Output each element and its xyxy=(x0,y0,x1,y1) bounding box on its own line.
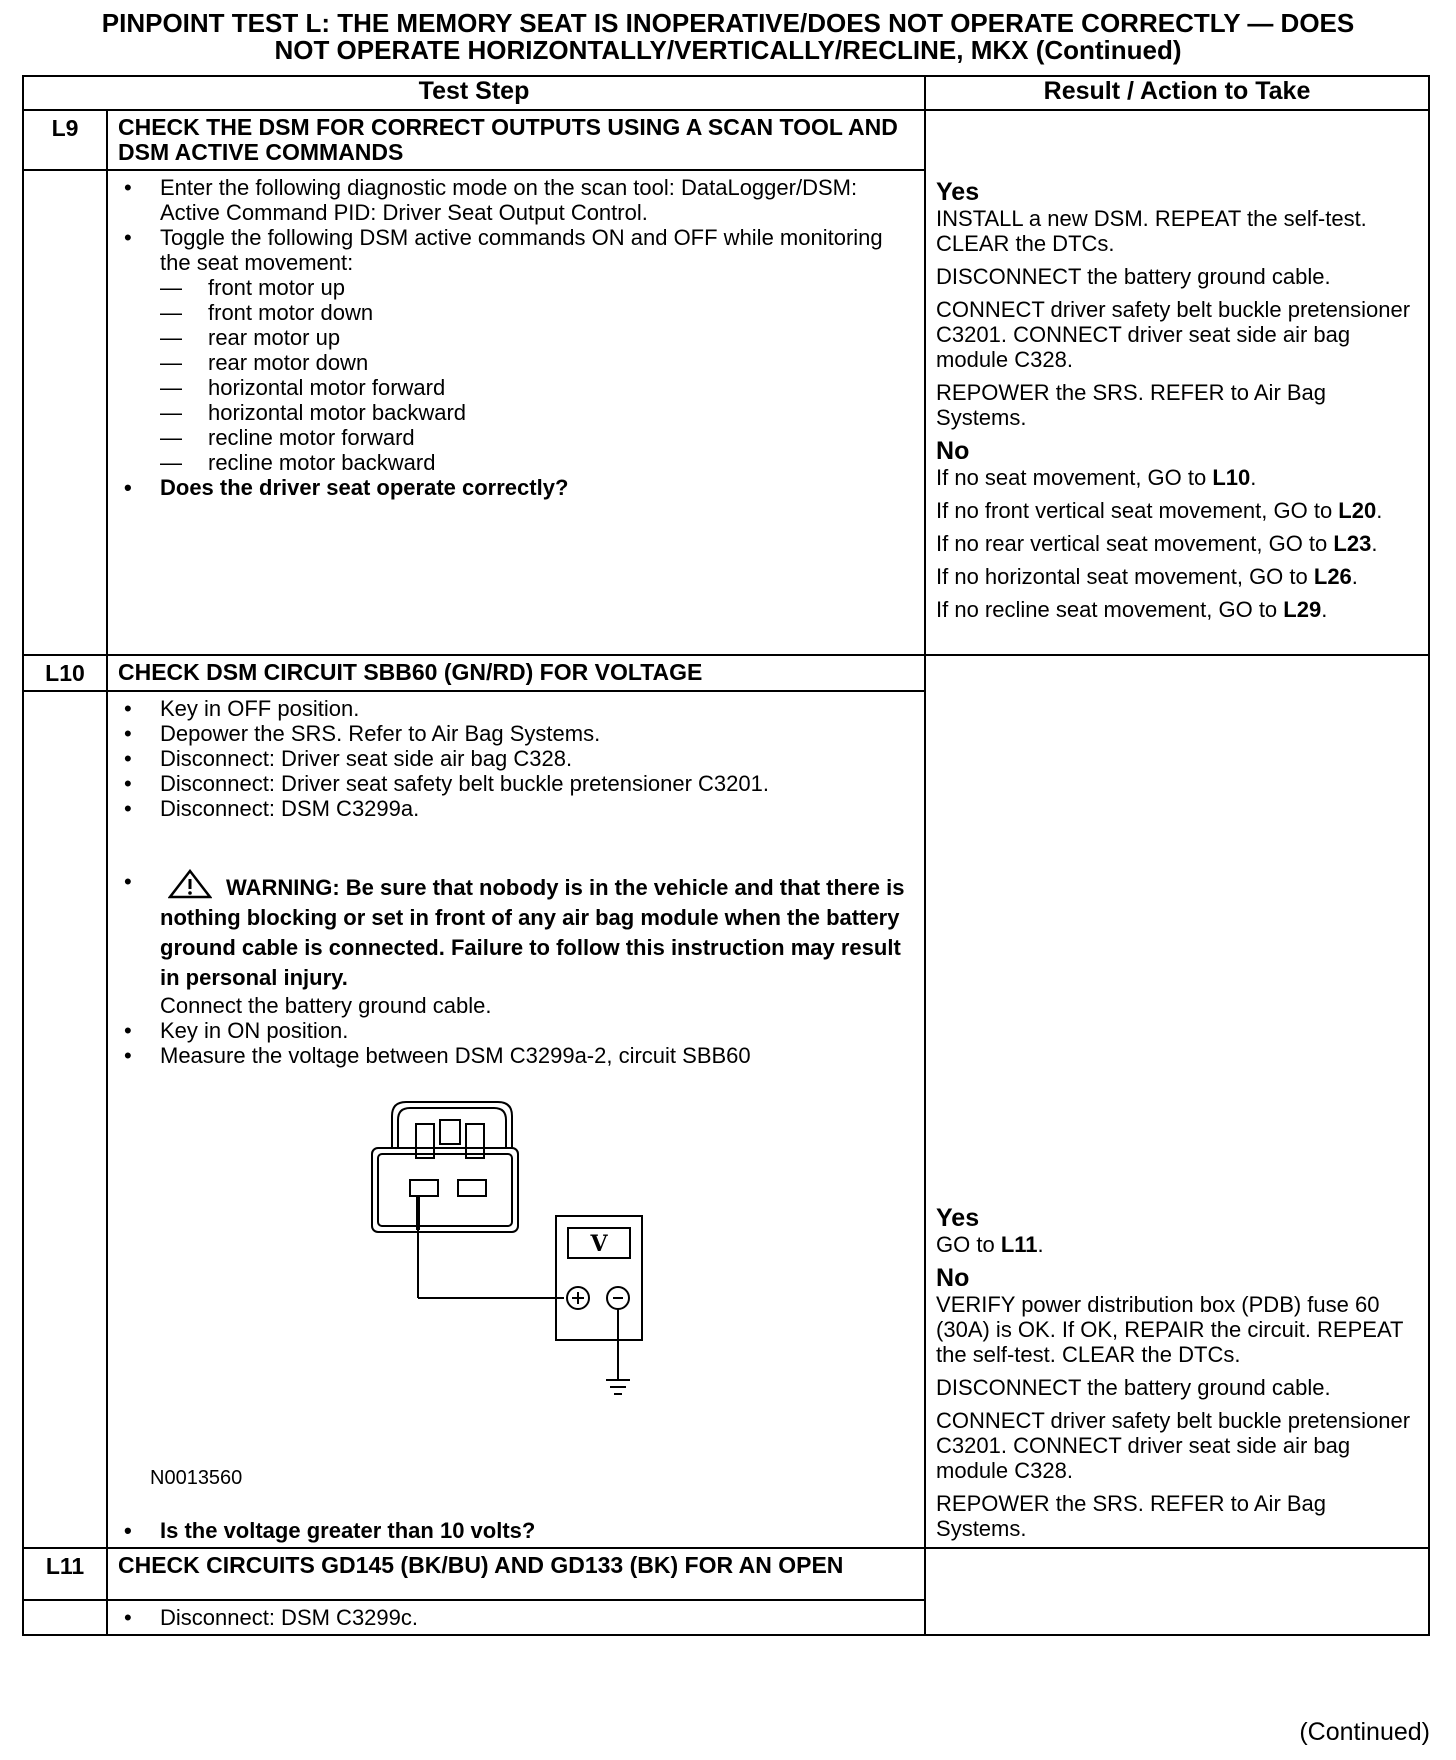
result-l9-yes-2: DISCONNECT the battery ground cable. xyxy=(936,264,1331,289)
step-l10-bullet-5: • Disconnect: DSM C3299a. xyxy=(118,796,914,821)
result-l10-yes-1: GO to L11. xyxy=(936,1232,1044,1257)
step-l10-bullet-3: • Disconnect: Driver seat side air bag C328. xyxy=(118,746,914,771)
step-l9-question: • Does the driver seat operate correctly? xyxy=(118,475,914,500)
result-l9-yes-4: REPOWER the SRS. REFER to Air Bag Systems. xyxy=(936,380,1327,430)
step-l10-body-spacer xyxy=(23,691,107,1548)
figure-id: N0013560 xyxy=(150,1467,243,1489)
title-line-2: NOT OPERATE HORIZONTALLY/VERTICALLY/RECLINE, MKX (Continued) xyxy=(274,35,1182,65)
pinpoint-test-table xyxy=(22,75,1430,1636)
step-l9-body-spacer xyxy=(23,170,107,655)
test-probe-icon xyxy=(418,1196,564,1298)
voltmeter-label: V xyxy=(590,1231,608,1257)
result-l9-no-3: If no rear vertical seat movement, GO to L23. xyxy=(936,531,1378,556)
result-l9 xyxy=(925,110,1429,655)
result-l10-no-2: DISCONNECT the battery ground cable. xyxy=(936,1375,1331,1400)
active-command-item: — recline motor forward xyxy=(160,425,914,450)
goto-link-l11[interactable]: L11 xyxy=(1000,1232,1038,1257)
step-title-l10: CHECK DSM CIRCUIT SBB60 (GN/RD) FOR VOLTAGE xyxy=(107,655,925,691)
step-title-l9: CHECK THE DSM FOR CORRECT OUTPUTS USING A SCAN TOOL AND DSM ACTIVE COMMANDS xyxy=(107,110,925,170)
active-command-item: — front motor up xyxy=(160,275,914,300)
goto-link-l20[interactable]: L20 xyxy=(1338,498,1377,523)
result-l10 xyxy=(925,655,1429,1548)
active-command-item: — recline motor backward xyxy=(160,450,914,475)
connector-voltmeter-figure xyxy=(238,1098,798,1428)
active-command-item: — front motor down xyxy=(160,300,914,325)
step-l9-body xyxy=(107,170,925,655)
step-l11-header-row xyxy=(23,1548,1429,1600)
goto-link-l29[interactable]: L29 xyxy=(1283,597,1322,622)
result-l10-no-4: REPOWER the SRS. REFER to Air Bag Systems. xyxy=(936,1491,1327,1541)
step-l10-bullet-2: • Depower the SRS. Refer to Air Bag Systems. xyxy=(118,721,914,746)
warning-after-text: Connect the battery ground cable. xyxy=(160,993,492,1018)
result-l10-no-label: No xyxy=(936,1264,970,1292)
connector-c3299a-icon xyxy=(372,1102,518,1232)
step-l11-body-spacer xyxy=(23,1600,107,1635)
step-id-l9: L9 xyxy=(23,110,107,170)
result-l9-yes-label: Yes xyxy=(936,178,980,206)
result-l10-no-3: CONNECT driver safety belt buckle pretensioner C3201. CONNECT driver seat side air bag module C328. xyxy=(936,1408,1411,1483)
step-l10-bullet-4: • Disconnect: Driver seat safety belt buckle pretensioner C3201. xyxy=(118,771,914,796)
result-l9-no-1: If no seat movement, GO to L10. xyxy=(936,465,1257,490)
step-l10-bullet-8: • Measure the voltage between DSM C3299a-2, circuit SBB60 xyxy=(118,1043,914,1068)
active-command-item: — rear motor down xyxy=(160,350,914,375)
result-l9-no-label: No xyxy=(936,437,970,465)
active-command-item: — rear motor up xyxy=(160,325,914,350)
result-l9-no-2: If no front vertical seat movement, GO to L20. xyxy=(936,498,1383,523)
voltage-measurement-diagram xyxy=(118,1098,908,1518)
step-l9-bullet-2: • Toggle the following DSM active commands ON and OFF while monitoring the seat movement: — front motor up — front motor down — rear motor up — rear motor down — horizontal motor forward — horizontal motor backward — recline motor forward — recline motor backward xyxy=(118,225,914,475)
result-l10-no-1: VERIFY power distribution box (PDB) fuse 60 (30A) is OK. If OK, REPAIR the circuit. REPEAT the self-test. CLEAR the DTCs. xyxy=(936,1292,1404,1367)
page-title xyxy=(22,10,1434,64)
result-l10-yes-label: Yes xyxy=(936,1204,980,1232)
step-l10-bullet-7: • Key in ON position. xyxy=(118,1018,914,1043)
result-l9-no-4: If no horizontal seat movement, GO to L26. xyxy=(936,564,1358,589)
table-header-row xyxy=(23,76,1429,110)
result-l9-yes-1: INSTALL a new DSM. REPEAT the self-test. CLEAR the DTCs. xyxy=(936,206,1367,256)
step-l10-header-row xyxy=(23,655,1429,691)
ground-symbol-icon xyxy=(606,1309,630,1394)
result-l9-no-5: If no recline seat movement, GO to L29. xyxy=(936,597,1328,622)
step-l11-bullet-1: • Disconnect: DSM C3299c. xyxy=(118,1605,914,1630)
step-id-l10: L10 xyxy=(23,655,107,691)
step-title-l11: CHECK CIRCUITS GD145 (BK/BU) AND GD133 (BK) FOR AN OPEN xyxy=(107,1548,925,1600)
active-command-item: — horizontal motor forward xyxy=(160,375,914,400)
warning-text: • WARNING: Be sure that nobody is in the vehicle and that there is nothing blocking or set in front of any air bag module when the battery ground cable is connected. Failure to follow this instruction may result in personal injury. xyxy=(160,869,914,993)
column-header-result: Result / Action to Take xyxy=(925,76,1429,110)
step-l10-bullet-1: • Key in OFF position. xyxy=(118,696,914,721)
title-line-1: PINPOINT TEST L: THE MEMORY SEAT IS INOPERATIVE/DOES NOT OPERATE CORRECTLY — DOES xyxy=(101,8,1355,38)
warning-triangle-icon xyxy=(168,869,212,899)
result-l11 xyxy=(925,1548,1429,1635)
step-l9-bullet-1: • Enter the following diagnostic mode on the scan tool: DataLogger/DSM: Active Command PID: Driver Seat Output Control. xyxy=(118,175,914,225)
column-header-test-step: Test Step xyxy=(23,76,925,110)
step-id-l11: L11 xyxy=(23,1548,107,1600)
active-command-list xyxy=(160,275,914,475)
active-command-item: — horizontal motor backward xyxy=(160,400,914,425)
goto-link-l26[interactable]: L26 xyxy=(1313,564,1352,589)
goto-link-l23[interactable]: L23 xyxy=(1333,531,1372,556)
step-l10-body xyxy=(107,691,925,1548)
step-l10-warning-item xyxy=(118,869,914,1018)
continued-label: (Continued) xyxy=(1299,1718,1430,1746)
step-l11-body xyxy=(107,1600,925,1635)
result-l9-yes-3: CONNECT driver safety belt buckle pretensioner C3201. CONNECT driver seat side air bag module C328. xyxy=(936,297,1411,372)
step-l10-question: • Is the voltage greater than 10 volts? xyxy=(118,1518,914,1543)
step-l9-header-row xyxy=(23,110,1429,170)
goto-link-l10[interactable]: L10 xyxy=(1212,465,1251,490)
